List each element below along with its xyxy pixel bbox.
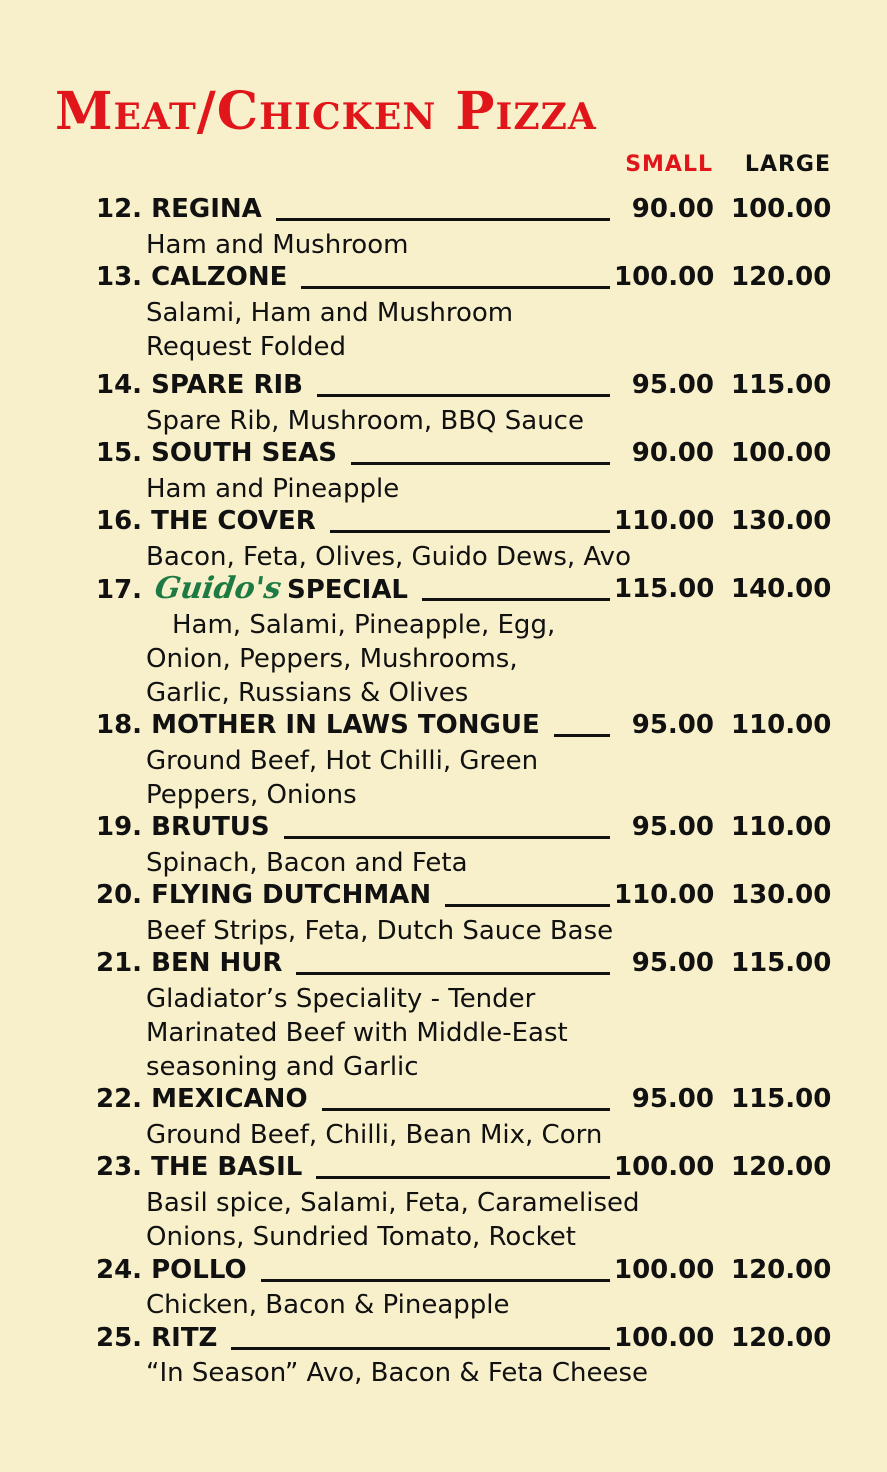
- menu-item-description: Gladiator’s Speciality - Tender: [146, 984, 536, 1014]
- menu-item-description: Ground Beef, Chilli, Bean Mix, Corn: [146, 1120, 603, 1150]
- price-large: 120.00: [731, 262, 832, 292]
- guidos-script-logo: Guido's: [152, 571, 284, 606]
- price-small: 100.00: [614, 1255, 715, 1285]
- menu-item-description: “In Season” Avo, Bacon & Feta Cheese: [146, 1358, 648, 1388]
- menu-item-name: [96, 192, 262, 226]
- menu-item-line: [96, 504, 831, 538]
- menu-title: Meat/Chicken Pizza: [55, 81, 597, 142]
- menu-item-title: MEXICANO: [151, 1084, 308, 1114]
- menu-item-description: Beef Strips, Feta, Dutch Sauce Base: [146, 916, 614, 946]
- price-large: 130.00: [731, 506, 832, 536]
- price-large: 115.00: [731, 948, 832, 978]
- menu-item-number: 16.: [96, 506, 143, 536]
- menu-item-number: 25.: [96, 1323, 143, 1353]
- menu-item-line: [96, 1150, 831, 1184]
- price-leader-line: [284, 836, 610, 839]
- price-small: 95.00: [631, 370, 714, 400]
- price-small: 100.00: [614, 1323, 715, 1353]
- price-leader-line: [351, 462, 610, 465]
- menu-item-title: THE BASIL: [151, 1152, 303, 1182]
- menu-item-title: RITZ: [151, 1323, 218, 1353]
- menu-item-name: [96, 572, 408, 607]
- menu-item-title: BRUTUS: [151, 812, 270, 842]
- price-large: 120.00: [731, 1152, 832, 1182]
- menu-item-title: SPARE RIB: [151, 370, 303, 400]
- price-small: 110.00: [614, 506, 715, 536]
- menu-item-line: [96, 192, 831, 226]
- menu-item-description: Ham, Salami, Pineapple, Egg,: [172, 610, 556, 640]
- menu-item-number: 12.: [96, 194, 143, 224]
- menu-item-description: Peppers, Onions: [146, 780, 357, 810]
- price-leader-line: [301, 286, 610, 289]
- menu-item-line: [96, 1253, 831, 1287]
- menu-item-description: Ham and Mushroom: [146, 230, 409, 260]
- menu-item-number: 14.: [96, 370, 143, 400]
- menu-item-description: Marinated Beef with Middle-East: [146, 1018, 568, 1048]
- menu-item-number: 24.: [96, 1255, 143, 1285]
- price-large: 115.00: [731, 370, 832, 400]
- price-leader-line: [322, 1108, 610, 1111]
- price-leader-line: [317, 394, 610, 397]
- menu-item-number: 23.: [96, 1152, 143, 1182]
- menu-item-description: Garlic, Russians & Olives: [146, 678, 469, 708]
- menu-item-description: seasoning and Garlic: [146, 1052, 419, 1082]
- price-small: 100.00: [614, 262, 715, 292]
- menu-item-number: 13.: [96, 262, 143, 292]
- menu-item-description: Spare Rib, Mushroom, BBQ Sauce: [146, 406, 584, 436]
- menu-item-line: [96, 436, 831, 470]
- menu-item-name: [96, 504, 316, 538]
- menu-item-line: [96, 878, 831, 912]
- menu-item-name: [96, 708, 540, 742]
- menu-item-name: [96, 1150, 302, 1184]
- column-header-large: LARGE: [744, 152, 831, 177]
- price-leader-line: [296, 972, 610, 975]
- menu-item-name: [96, 878, 431, 912]
- menu-item-line: [96, 708, 831, 742]
- menu-item-title: MOTHER IN LAWS TONGUE: [151, 710, 540, 740]
- menu-item-title: CALZONE: [151, 262, 288, 292]
- price-leader-line: [554, 734, 610, 737]
- menu-item-title: THE COVER: [151, 506, 316, 536]
- menu-item-title: REGINA: [151, 194, 262, 224]
- price-small: 95.00: [631, 812, 714, 842]
- price-large: 110.00: [731, 710, 832, 740]
- price-leader-line: [276, 218, 610, 221]
- price-large: 115.00: [731, 1084, 832, 1114]
- menu-item-title: FLYING DUTCHMAN: [151, 880, 432, 910]
- price-small: 115.00: [614, 574, 715, 604]
- menu-item-name: [96, 946, 282, 980]
- price-small: 95.00: [631, 710, 714, 740]
- menu-item-number: 17.: [96, 575, 143, 605]
- menu-item-name: [96, 1253, 247, 1287]
- menu-item-name: [96, 1321, 217, 1355]
- menu-item-description: Ground Beef, Hot Chilli, Green: [146, 746, 539, 776]
- price-large: 120.00: [731, 1323, 832, 1353]
- price-leader-line: [330, 530, 610, 533]
- menu-item-description: Basil spice, Salami, Feta, Caramelised: [146, 1188, 640, 1218]
- menu-item-description: Onions, Sundried Tomato, Rocket: [146, 1222, 576, 1252]
- menu-item-title: SPECIAL: [287, 575, 409, 605]
- menu-item-number: 15.: [96, 438, 143, 468]
- menu-item-description: Ham and Pineapple: [146, 474, 400, 504]
- price-leader-line: [261, 1279, 610, 1282]
- menu-item-name: [96, 436, 337, 470]
- price-small: 110.00: [614, 880, 715, 910]
- price-large: 110.00: [731, 812, 832, 842]
- menu-item-number: 22.: [96, 1084, 143, 1114]
- menu-item-title: POLLO: [151, 1255, 247, 1285]
- menu-item-description: Spinach, Bacon and Feta: [146, 848, 468, 878]
- price-large: 100.00: [731, 194, 832, 224]
- menu-item-line: [96, 368, 831, 402]
- menu-item-title: SOUTH SEAS: [151, 438, 337, 468]
- menu-item-line: [96, 1321, 831, 1355]
- menu-item-title: BEN HUR: [151, 948, 283, 978]
- menu-item-line: [96, 810, 831, 844]
- menu-item-description: Salami, Ham and Mushroom: [146, 298, 514, 328]
- menu-item-description: Chicken, Bacon & Pineapple: [146, 1290, 510, 1320]
- menu-item-line: [96, 946, 831, 980]
- column-header-small: SMALL: [625, 152, 713, 177]
- price-leader-line: [445, 904, 610, 907]
- price-small: 90.00: [631, 438, 714, 468]
- price-large: 120.00: [731, 1255, 832, 1285]
- menu-item-name: [96, 260, 287, 294]
- menu-item-number: 21.: [96, 948, 143, 978]
- menu-item-number: 18.: [96, 710, 143, 740]
- menu-item-line: [96, 260, 831, 294]
- menu-item-line: [96, 572, 831, 606]
- menu-item-description: Onion, Peppers, Mushrooms,: [146, 644, 518, 674]
- menu-item-number: 19.: [96, 812, 143, 842]
- menu-item-description: Request Folded: [146, 332, 347, 362]
- menu-item-name: [96, 1082, 308, 1116]
- menu-item-number: 20.: [96, 880, 143, 910]
- menu-item-name: [96, 810, 270, 844]
- menu-item-name: [96, 368, 303, 402]
- price-large: 100.00: [731, 438, 832, 468]
- price-leader-line: [422, 598, 610, 601]
- price-small: 100.00: [614, 1152, 715, 1182]
- menu-item-line: [96, 1082, 831, 1116]
- price-large: 140.00: [731, 574, 832, 604]
- menu-item-description: Bacon, Feta, Olives, Guido Dews, Avo: [146, 542, 631, 572]
- price-large: 130.00: [731, 880, 832, 910]
- price-leader-line: [316, 1176, 610, 1179]
- price-small: 95.00: [631, 948, 714, 978]
- price-leader-line: [231, 1347, 610, 1350]
- price-small: 95.00: [631, 1084, 714, 1114]
- price-small: 90.00: [631, 194, 714, 224]
